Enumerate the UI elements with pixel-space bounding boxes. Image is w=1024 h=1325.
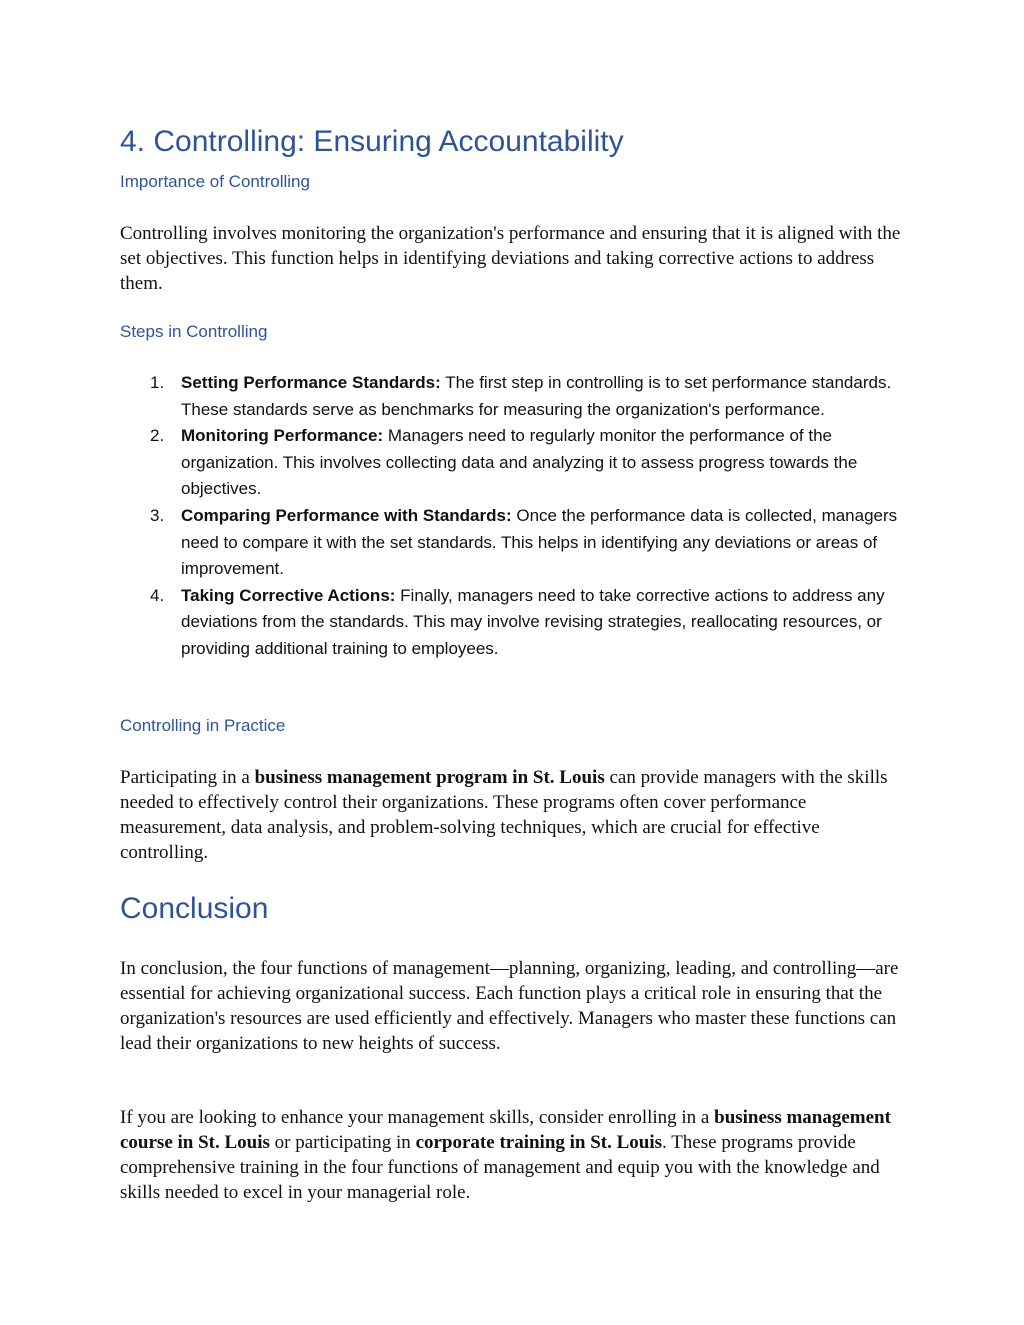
practice-heading: Controlling in Practice <box>120 716 286 735</box>
conclusion-paragraph-1: In conclusion, the four functions of management—planning, organizing, leading, and controlling—are essential for achieving organizational success. Each function plays a critical role in ensuring that the organization's resources are used efficiently and effectively. Managers who master these functions can lead their organizations to new heights of success. <box>120 958 899 1054</box>
list-item <box>120 583 910 663</box>
course-link-text: business management course in St. Louis <box>120 1107 891 1153</box>
conclusion-title: Conclusion <box>120 892 269 925</box>
conclusion-text-post: . These programs provide comprehensive training in the four functions of management and equip you with the knowledge and skills needed to excel in your managerial role. <box>120 1132 880 1203</box>
importance-heading: Importance of Controlling <box>120 172 310 191</box>
list-item-number: 3. <box>150 505 165 525</box>
list-item-number: 1. <box>150 373 165 392</box>
steps-heading: Steps in Controlling <box>120 322 268 341</box>
list-item <box>120 370 910 423</box>
practice-link-text: business management program in St. Louis <box>254 767 605 788</box>
list-item-title: Setting Performance Standards: <box>181 373 441 392</box>
importance-paragraph: Controlling involves monitoring the organization's performance and ensuring that it is aligned with the set objectives. This function helps in identifying deviations and taking corrective actions to address them. <box>120 223 901 294</box>
list-item-title: Monitoring Performance: <box>181 426 384 446</box>
list-item-title: Comparing Performance with Standards: <box>181 505 512 525</box>
list-item-number: 4. <box>150 585 165 605</box>
list-item-title: Taking Corrective Actions: <box>181 585 396 605</box>
list-item <box>120 503 910 583</box>
list-item-text: Finally, managers need to take corrective actions to address any deviations from the standards. This may involve revising strategies, reallocating resources, or providing additional training to employees. <box>181 585 885 658</box>
practice-paragraph <box>120 765 910 865</box>
list-item-text: Managers need to regularly monitor the performance of the organization. This involves collecting data and analyzing it to assess progress towards the objectives. <box>181 426 858 499</box>
list-item <box>120 423 910 503</box>
steps-list <box>120 370 910 663</box>
conclusion-text-pre: If you are looking to enhance your management skills, consider enrolling in a <box>120 1107 715 1128</box>
practice-text-pre: Participating in a <box>120 767 255 788</box>
conclusion-paragraph-2 <box>120 1105 910 1205</box>
conclusion-text-mid: or participating in <box>269 1132 416 1153</box>
training-link-text: corporate training in St. Louis <box>415 1132 663 1153</box>
practice-text-post: can provide managers with the skills needed to effectively control their organizations. These programs often cover performance measurement, data analysis, and problem-solving techniques, which are crucial for effective controlling. <box>120 767 888 863</box>
section-title: 4. Controlling: Ensuring Accountability <box>120 125 624 158</box>
list-item-text: Once the performance data is collected, managers need to compare it with the set standards. This helps in identifying any deviations or areas of improvement. <box>181 505 898 579</box>
list-item-number: 2. <box>150 426 165 446</box>
list-item-text: The first step in controlling is to set performance standards. These standards serve as benchmarks for measuring the organization's performance. <box>181 373 892 419</box>
